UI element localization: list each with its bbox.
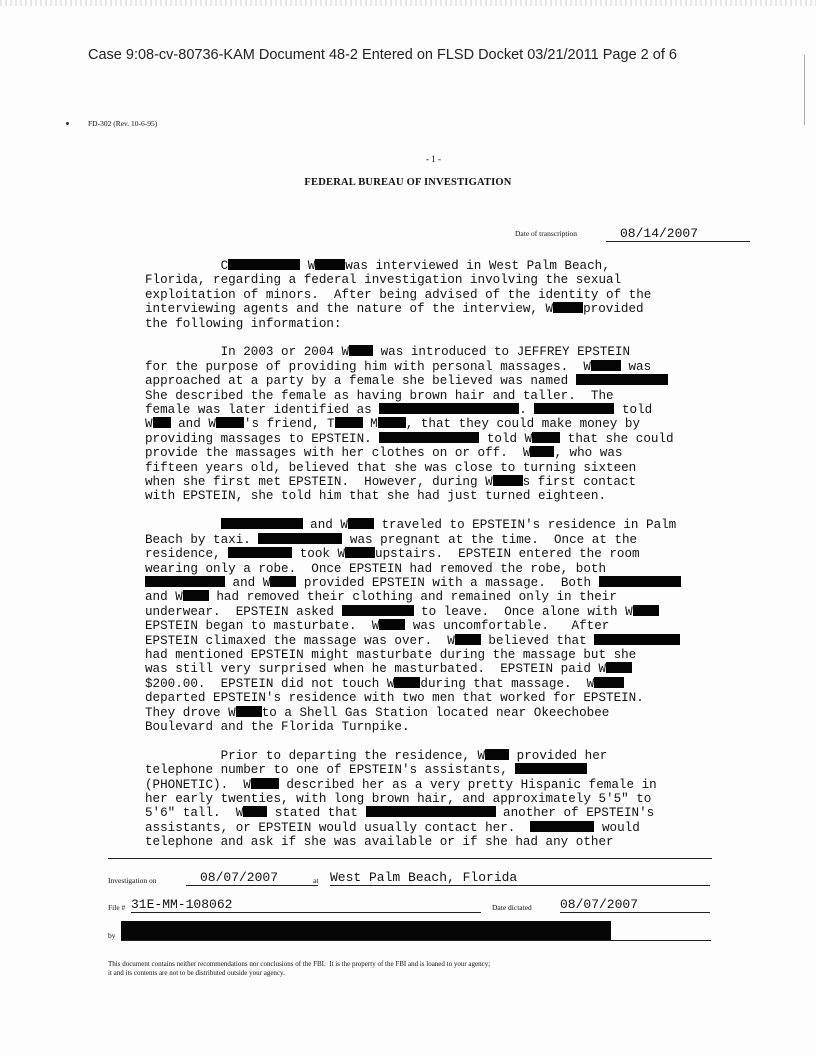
text-run: during that massage. W (420, 676, 595, 691)
text-run: that she could provide the massages with her clothes on or off. W (145, 431, 674, 461)
file-number: 31E-MM-108062 (131, 898, 481, 913)
text-run: Prior to departing the residence, W (145, 748, 486, 763)
dictated-date: 08/07/2007 (560, 898, 710, 913)
redaction (594, 634, 680, 645)
redaction (515, 763, 587, 774)
text-run: EPSTEIN began to masturbate. W (145, 619, 380, 634)
redaction (591, 360, 621, 371)
redaction (379, 432, 479, 443)
at-label: at (313, 876, 319, 885)
redaction (378, 417, 406, 428)
scan-artifact (0, 0, 816, 6)
text-run: , who was fifteen years old, believed that she was close to turning sixteen when she first met EPSTEIN. However, during W (145, 446, 637, 490)
text-run: and W (170, 417, 216, 432)
redaction (534, 403, 614, 414)
text-run: to leave. Once alone with W (413, 604, 633, 619)
redaction (243, 806, 267, 817)
redaction (576, 374, 668, 385)
file-label: File # (108, 903, 126, 912)
text-run: had removed their clothing and remained only in their underwear. EPSTEIN asked (145, 590, 617, 619)
redaction (348, 518, 374, 529)
text-run: told W (479, 431, 533, 446)
text-run: was approached at a party by a female she believed was named (145, 359, 652, 389)
paragraph-3 (145, 518, 735, 734)
page-marker: - 1 - (426, 154, 441, 164)
redaction (342, 605, 414, 616)
text-run: was interviewed in West Palm Beach, Florida, regarding a federal investigation involving the sexual exploitation of minors. After being advised of the identity of the interviewing agents and the nature of the interview, W (145, 259, 652, 317)
redaction (366, 806, 496, 817)
text-run: departed EPSTEIN's residence with two men that worked for EPSTEIN. They drove W (145, 691, 644, 720)
by-underline (121, 940, 711, 941)
text-run: was pregnant at the time. Once at the residence, (145, 532, 638, 562)
redaction (145, 576, 225, 587)
redaction (379, 619, 405, 630)
redaction (251, 778, 279, 789)
text-run: was introduced to JEFFREY EPSTEIN for the purpose of providing him with personal massages. W (145, 345, 631, 374)
redaction (349, 345, 373, 356)
redaction (606, 662, 632, 673)
text-run: and W (145, 590, 183, 605)
redaction (258, 533, 342, 544)
redaction (532, 432, 560, 443)
text-run: M (362, 417, 378, 432)
text-run: C (145, 259, 229, 273)
transcription-label: Date of transcription (515, 229, 578, 238)
text-run: another of EPSTEIN's assistants, or EPSTEIN would usually contact her. (145, 806, 655, 835)
text-run: had mentioned EPSTEIN might masturbate during the massage but she was still very surprised when he masturbated. EPSTEIN paid W (145, 647, 637, 677)
text-run: stated that (267, 806, 366, 821)
text-run: and W (225, 575, 271, 590)
text-run: (PHONETIC). W (145, 777, 251, 792)
redaction (599, 576, 681, 587)
text-run: believed that (480, 633, 595, 648)
distribution-notice: This document contains neither recommendations nor conclusions of the FBI. It is the property of the FBI and is loaned to your agency; it and its contents are not to be distributed outside your agency. (108, 960, 491, 977)
text-run: provided her telephone number to one of EPSTEIN's assistants, (145, 748, 608, 778)
redaction (216, 417, 244, 428)
redaction (121, 921, 611, 940)
redaction (530, 821, 594, 832)
document-body (145, 259, 735, 864)
text-run: 's friend, T (243, 417, 335, 432)
redaction (633, 605, 659, 616)
redaction (315, 259, 345, 270)
agency-title: FEDERAL BUREAU OF INVESTIGATION (304, 177, 512, 188)
text-run: provided EPSTEIN with a massage. Both (296, 575, 599, 590)
redaction (270, 576, 296, 587)
redaction (485, 749, 509, 760)
text-run: to a Shell Gas Station located near Okeechobee Boulevard and the Florida Turnpike. (145, 705, 610, 734)
redaction (345, 547, 375, 558)
text-run: $200.00. EPSTEIN did not touch W (145, 676, 395, 691)
text-run: took W (292, 547, 346, 562)
text-run: traveled to EPSTEIN's residence in Palm Beach by taxi. (145, 518, 677, 547)
redaction (394, 677, 420, 688)
redaction (493, 475, 523, 486)
redaction (221, 518, 303, 529)
case-header: Case 9:08-cv-80736-KAM Document 48-2 Entered on FLSD Docket 03/21/2011 Page 2 of 6 (88, 47, 677, 63)
text-run: In 2003 or 2004 W (145, 345, 350, 360)
paragraph-4 (145, 749, 735, 850)
scan-artifact (804, 55, 805, 125)
text-run: was uncomfortable. After EPSTEIN climaxed the massage was over. W (145, 619, 610, 648)
text-run: s first contact with EPSTEIN, she told him that she had just turned eighteen. (145, 475, 637, 504)
redaction (228, 259, 300, 270)
text-run: described her as a very pretty Hispanic female in her early twenties, with long brown hair, and approximately 5'5" to 5'6" tall. W (145, 777, 657, 821)
text-run: and W (302, 518, 348, 533)
redaction (228, 547, 292, 558)
redaction (553, 302, 583, 313)
text-run: told W (145, 403, 653, 432)
investigation-date: 08/07/2007 (186, 871, 318, 886)
paragraph-1 (145, 259, 735, 331)
text-run: would telephone and ask if she was available or if she had any other (145, 820, 640, 850)
investigation-location: West Palm Beach, Florida (330, 871, 710, 886)
redaction (594, 677, 624, 688)
text-run: She described the female as having brown hair and taller. The female was later identified as (145, 388, 614, 418)
redaction (153, 417, 171, 428)
transcription-date: 08/14/2007 (606, 227, 750, 242)
form-number: FD-302 (Rev. 10-6-95) (88, 119, 158, 128)
redaction (379, 403, 519, 414)
text-run: upstairs. EPSTEIN entered the room wearing only a robe. Once EPSTEIN had removed the robe, both (145, 547, 640, 576)
text-run (145, 518, 221, 532)
redaction (236, 706, 262, 717)
paragraph-2 (145, 345, 735, 503)
dictated-label: Date dictated (492, 903, 532, 912)
by-label: by (108, 931, 116, 940)
footer-divider (108, 858, 712, 859)
redaction (335, 417, 363, 428)
investigation-label: Investigation on (108, 876, 157, 885)
bullet-mark (66, 122, 69, 125)
redaction (530, 446, 554, 457)
redaction (455, 634, 481, 645)
text-run: provided the following information: (145, 302, 644, 331)
text-run: W (300, 259, 316, 273)
text-run: , that they could make money by providing massages to EPSTEIN. (145, 417, 641, 446)
text-run: . (519, 403, 535, 418)
redaction (183, 590, 209, 601)
